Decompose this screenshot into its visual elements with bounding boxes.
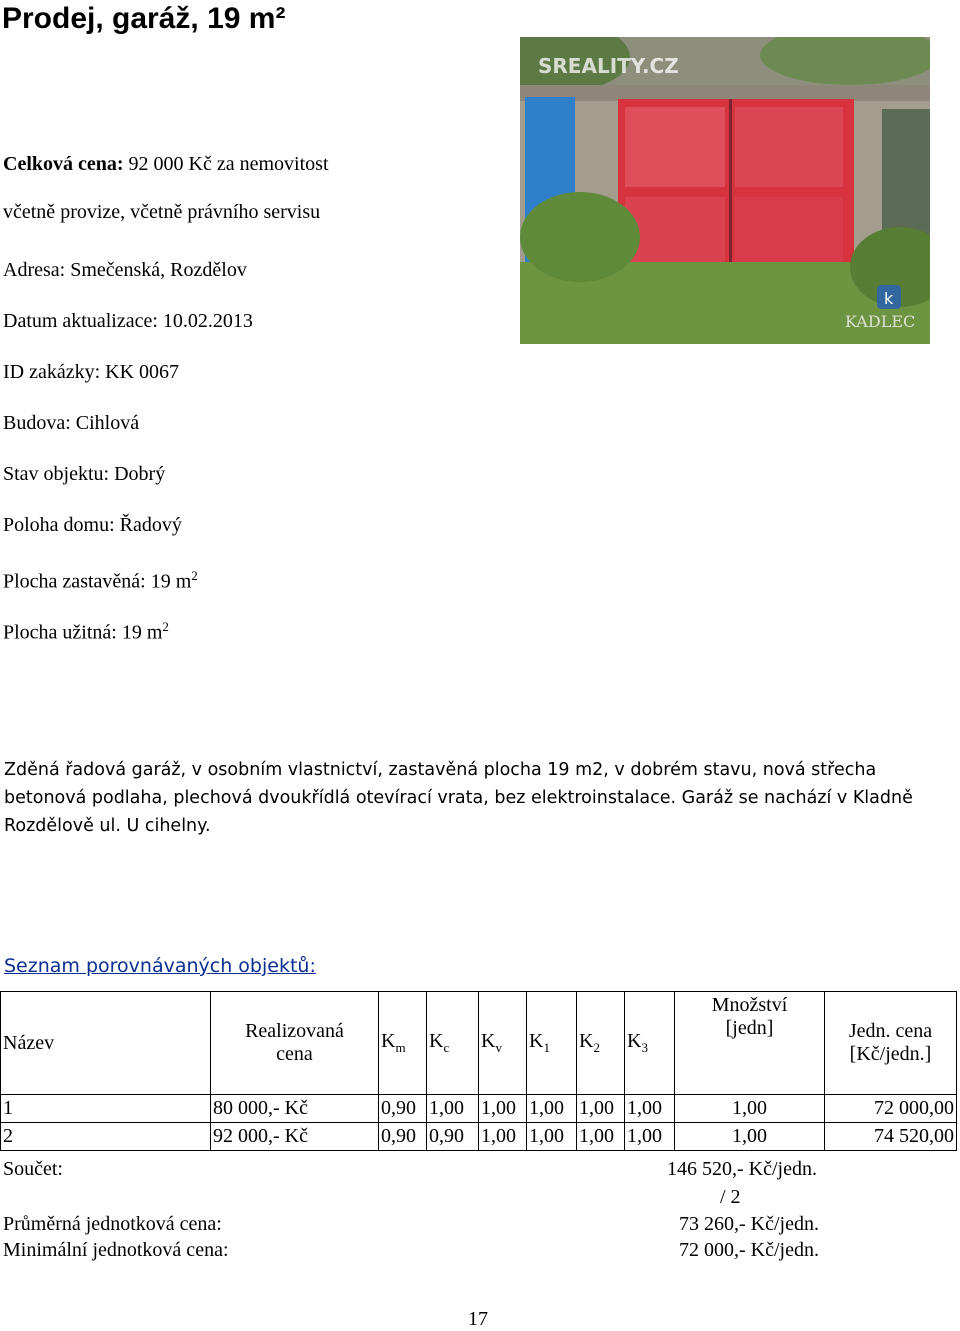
col-k1: $K_1$ (527, 992, 577, 1095)
row-k2: 1,00 (577, 1123, 625, 1151)
row-unit-price: 72 000,00 (825, 1095, 957, 1123)
object-condition: Stav objektu: Dobrý (3, 463, 166, 485)
row-name: 1 (1, 1095, 211, 1123)
property-description: Zděná řadová garáž, v osobním vlastnictví, zastavěná plocha 19 m2, v dobrém stavu, nová střecha betonová podlaha, plechová dvoukřídlá otevírací vrata, bez elektroinstalace. Garáž se nachází v Kladně Rozdělově ul. U cihelny. (4, 760, 913, 836)
col-quantity: Množství [jedn] (675, 992, 825, 1095)
row-price: 80 000,- Kč (211, 1095, 379, 1123)
row-km: 0,90 (379, 1095, 427, 1123)
row-k3: 1,00 (625, 1095, 675, 1123)
table-row (1, 1123, 957, 1151)
row-k1: 1,00 (527, 1123, 577, 1151)
col-kc: $K_c$ (427, 992, 479, 1095)
svg-text:k: k (884, 289, 894, 308)
min-price-value: 72 000,- Kč/jedn. (679, 1239, 819, 1261)
row-quantity: 1,00 (675, 1123, 825, 1151)
price-label: Celková cena: (3, 153, 124, 175)
col-kv: $K_v$ (479, 992, 527, 1095)
order-id: ID zakázky: KK 0067 (3, 361, 180, 383)
col-name: Název (1, 992, 211, 1095)
garage-photo (520, 37, 930, 344)
price-value: 92 000 Kč za nemovitost (128, 153, 329, 175)
row-kc: 1,00 (427, 1095, 479, 1123)
sum-divisor: / 2 (720, 1186, 741, 1208)
min-price-label: Minimální jednotková cena: (3, 1239, 229, 1261)
row-name: 2 (1, 1123, 211, 1151)
house-position: Poloha domu: Řadový (3, 514, 182, 536)
built-area: Plocha zastavěná: 19 $m^2$ (3, 568, 198, 593)
row-k2: 1,00 (577, 1095, 625, 1123)
usable-area: Plocha užitná: 19 $m^2$ (3, 619, 169, 644)
col-k3: $K_3$ (625, 992, 675, 1095)
row-k1: 1,00 (527, 1095, 577, 1123)
price-line (3, 152, 329, 176)
avg-price-value: 73 260,- Kč/jedn. (679, 1213, 819, 1235)
row-kv: 1,00 (479, 1095, 527, 1123)
row-km: 0,90 (379, 1123, 427, 1151)
row-k3: 1,00 (625, 1123, 675, 1151)
col-price: Realizovaná cena (211, 992, 379, 1095)
comparison-table (0, 991, 957, 1151)
row-kc: 0,90 (427, 1123, 479, 1151)
row-unit-price: 74 520,00 (825, 1123, 957, 1151)
row-quantity: 1,00 (675, 1095, 825, 1123)
row-kv: 1,00 (479, 1123, 527, 1151)
photo-watermark: SREALITY.CZ (538, 54, 679, 78)
page-number: 17 (468, 1308, 488, 1330)
row-price: 92 000,- Kč (211, 1123, 379, 1151)
page-title: Prodej, garáž, 19 m² (2, 2, 286, 35)
avg-price-label: Průměrná jednotková cena: (3, 1213, 222, 1235)
col-k2: $K_2$ (577, 992, 625, 1095)
sum-label: Součet: (3, 1158, 63, 1180)
col-unit-price: Jedn. cena [Kč/jedn.] (825, 992, 957, 1095)
table-row (1, 1095, 957, 1123)
address: Adresa: Smečenská, Rozdělov (3, 259, 247, 281)
update-date: Datum aktualizace: 10.02.2013 (3, 310, 253, 332)
sum-value: 146 520,- Kč/jedn. (667, 1158, 817, 1180)
comparison-heading: Seznam porovnávaných objektů: (4, 955, 316, 977)
price-note: včetně provize, včetně právního servisu (3, 201, 321, 223)
photo-logo: KADLEC (845, 312, 916, 331)
building-type: Budova: Cihlová (3, 412, 140, 434)
table-header-row (1, 992, 957, 1095)
col-km: $K_m$ (379, 992, 427, 1095)
